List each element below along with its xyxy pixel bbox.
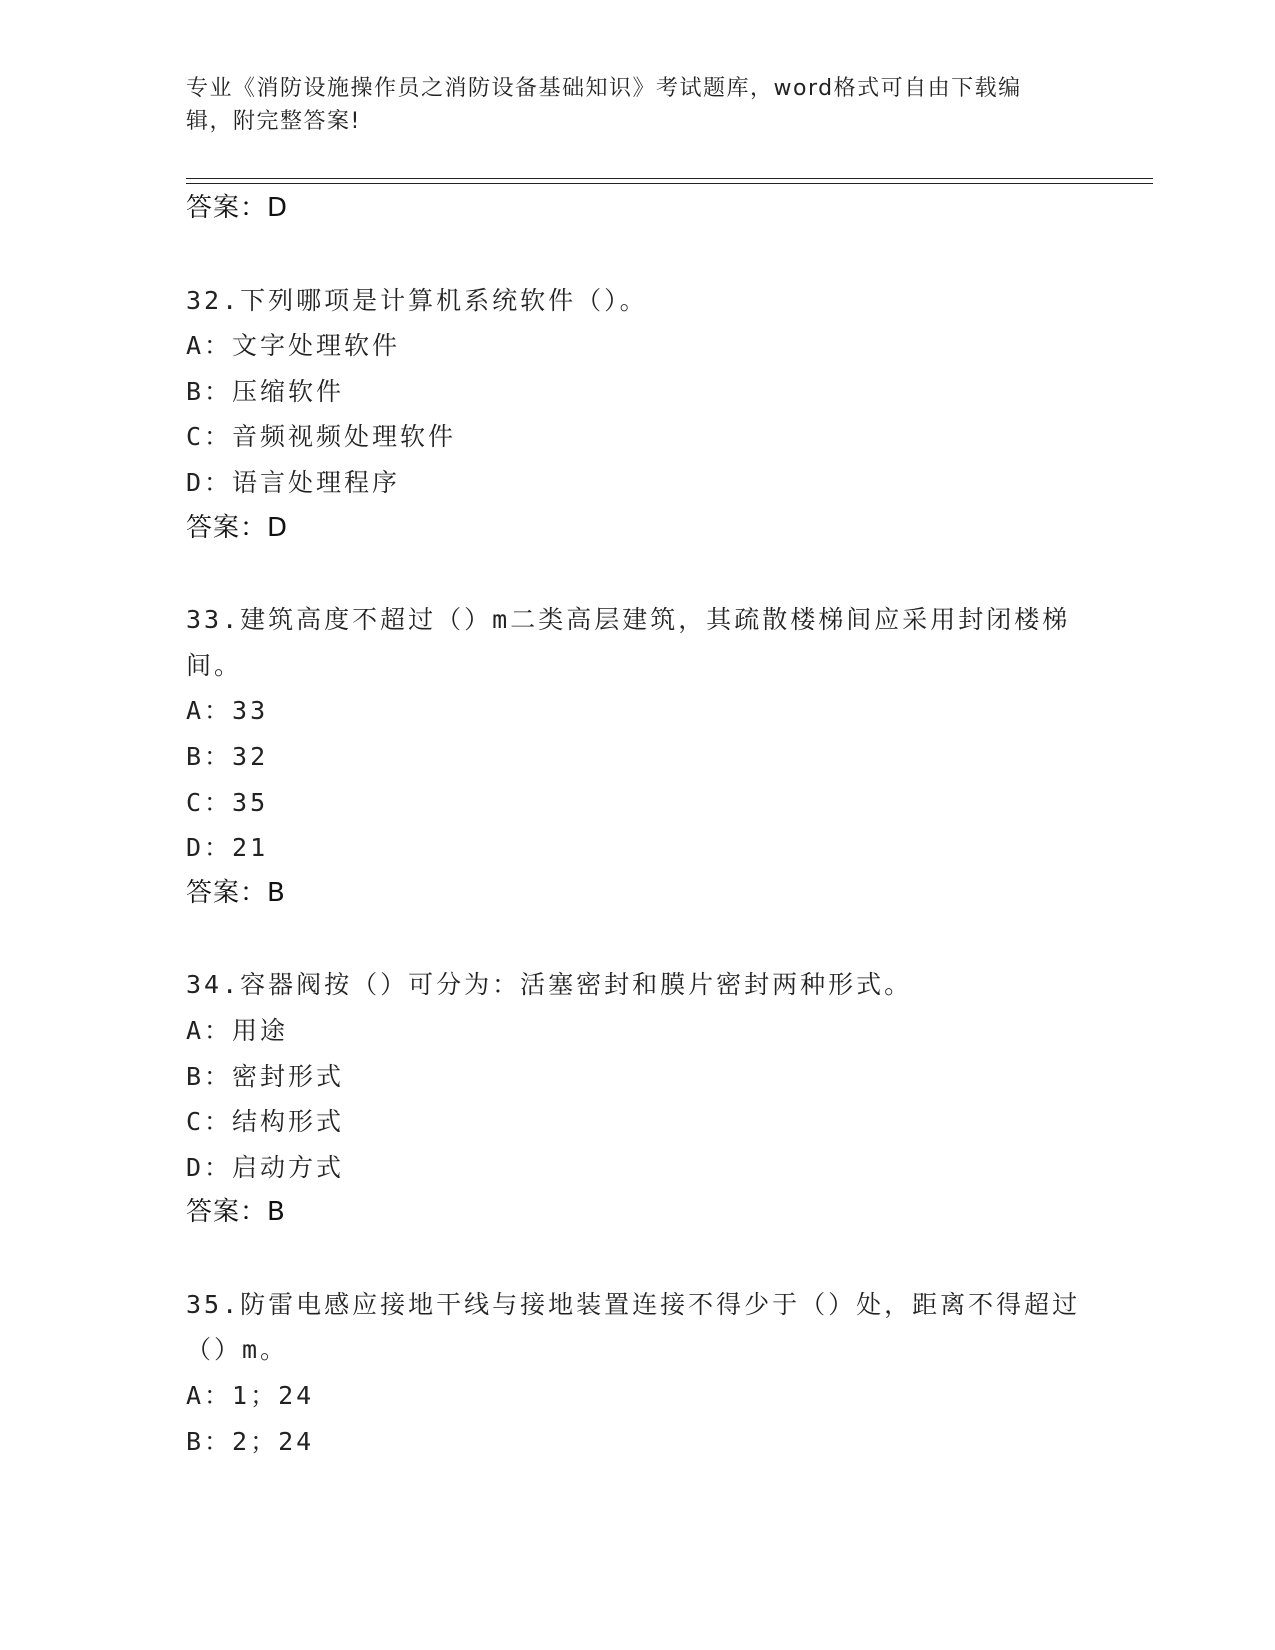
question-list [186, 186, 1086, 1464]
option-a: A：1；24 [186, 1381, 315, 1411]
question-stem: 32.下列哪项是计算机系统软件（）。 [186, 285, 648, 315]
question-block [186, 962, 1086, 1236]
answer-line: 答案：D [186, 193, 289, 223]
option-b: B：2；24 [186, 1426, 315, 1456]
option-a: A：文字处理软件 [186, 331, 401, 361]
question-block [186, 278, 1086, 552]
question-stem: 33.建筑高度不超过（）m二类高层建筑，其疏散楼梯间应采用封闭楼梯间。 [186, 605, 1071, 680]
question-stem: 35.防雷电感应接地干线与接地装置连接不得少于（）处，距离不得超过（）m。 [186, 1289, 1081, 1365]
answer-line: 答案：B [186, 1197, 286, 1228]
option-c: C：音频视频处理软件 [186, 422, 457, 452]
option-a: A：用途 [186, 1015, 289, 1045]
header-divider-bottom [186, 183, 1153, 184]
option-d: D：启动方式 [186, 1152, 345, 1182]
answer-line: 答案：D [186, 512, 289, 543]
option-b: B：密封形式 [186, 1061, 345, 1091]
option-c: C：结构形式 [186, 1107, 345, 1137]
option-c: C：35 [186, 787, 269, 817]
question-stem: 34.容器阀按（）可分为：活塞密封和膜片密封两种形式。 [186, 970, 913, 1000]
option-a: A：33 [186, 696, 269, 726]
question-block [186, 597, 1086, 916]
option-b: B：压缩软件 [186, 376, 345, 406]
option-b: B：32 [186, 741, 269, 771]
answer-line: 答案：B [186, 877, 286, 908]
option-d: D：21 [186, 833, 269, 863]
document-header: 专业《消防设施操作员之消防设备基础知识》考试题库，word格式可自由下载编辑，附完整答案! [186, 76, 1022, 134]
header-divider-top [186, 178, 1153, 179]
option-d: D：语言处理程序 [186, 467, 401, 497]
question-block [186, 1282, 1086, 1464]
